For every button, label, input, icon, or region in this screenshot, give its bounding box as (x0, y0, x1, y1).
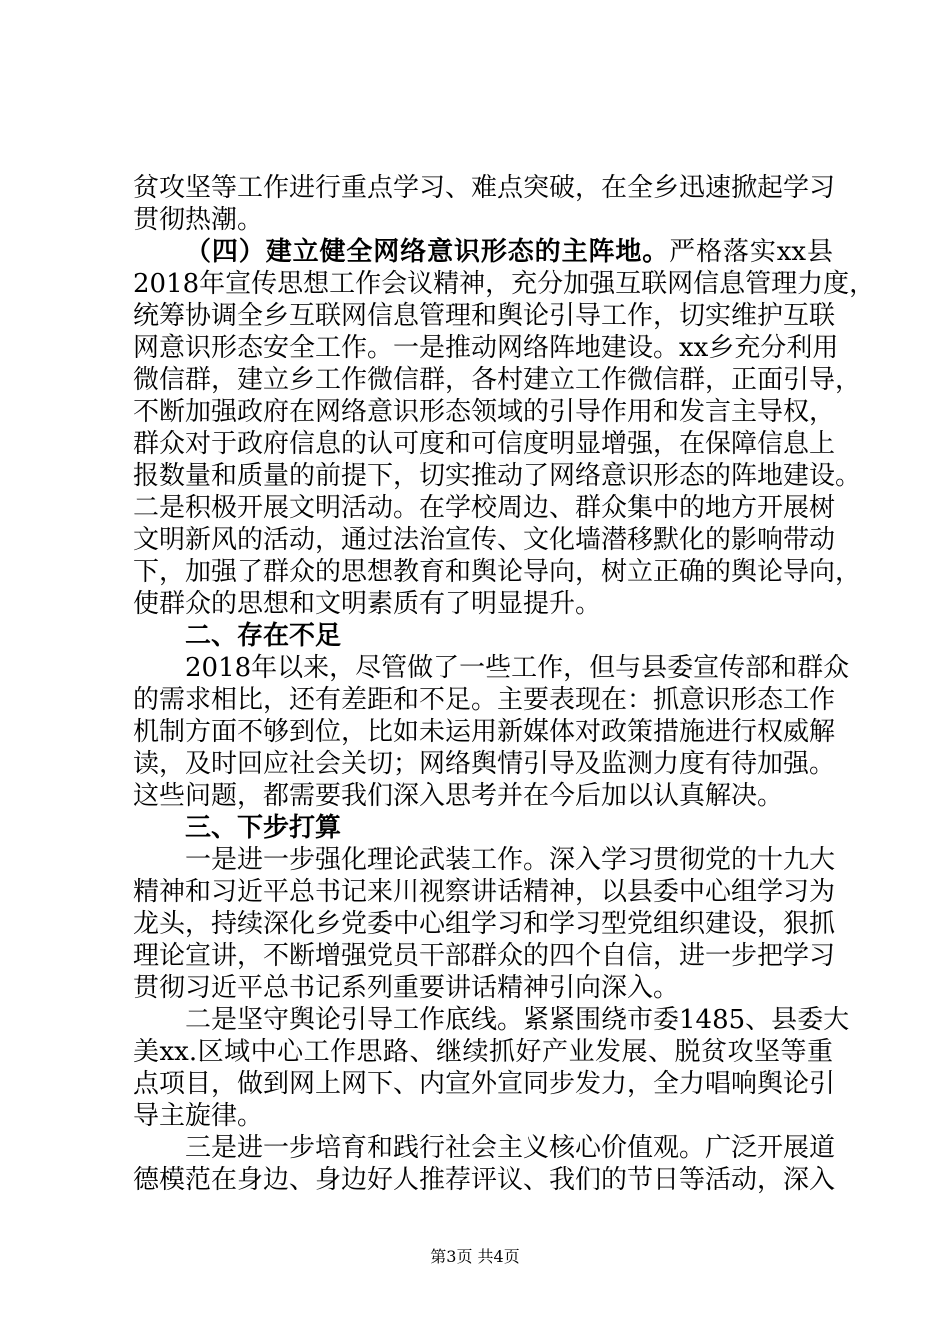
page-number-footer: 第3页 共4页 (430, 1247, 520, 1266)
text-span: 严格落实xx县 (669, 237, 833, 267)
text-line: 使群众的思想和文明素质有了明显提升。 (133, 589, 602, 619)
text-line: 贫攻坚等工作进行重点学习、难点突破，在全乡迅速掀起学习 (133, 173, 836, 203)
text-line: 精神和习近平总书记来川视察讲话精神，以县委中心组学习为 (133, 877, 836, 907)
text-line: 三是进一步培育和践行社会主义核心价值观。广泛开展道 (185, 1133, 836, 1163)
text-line: 群众对于政府信息的认可度和可信度明显增强，在保障信息上 (133, 429, 836, 459)
section-heading-4: （四）建立健全网络意识形态的主阵地。 (185, 237, 670, 267)
text-line: 美xx.区域中心工作思路、继续抓好产业发展、脱贫攻坚等重 (133, 1037, 833, 1067)
section-heading-3: 三、下步打算 (185, 813, 342, 843)
text-line (133, 236, 833, 268)
text-line: 龙头，持续深化乡党委中心组学习和学习型党组织建设，狠抓 (133, 909, 836, 939)
text-line: 的需求相比，还有差距和不足。主要表现在：抓意识形态工作 (133, 685, 836, 715)
text-line: 德模范在身边、身边好人推荐评议、我们的节日等活动，深入 (133, 1165, 836, 1195)
text-line: 二是坚守舆论引导工作底线。紧紧围绕市委1485、县委大 (185, 1005, 850, 1035)
section-heading-2: 二、存在不足 (185, 621, 342, 651)
text-line: 报数量和质量的前提下，切实推动了网络意识形态的阵地建设。 (133, 461, 862, 491)
text-line: 不断加强政府在网络意识形态领域的引导作用和发言主导权， (133, 397, 836, 427)
text-line: 理论宣讲，不断增强党员干部群众的四个自信，进一步把学习 (133, 941, 836, 971)
text-line: 2018年以来，尽管做了一些工作，但与县委宣传部和群众 (185, 653, 850, 683)
text-line: 贯彻习近平总书记系列重要讲话精神引向深入。 (133, 973, 680, 1003)
text-line: 2018年宣传思想工作会议精神，充分加强互联网信息管理力度， (133, 269, 876, 299)
text-line: 读，及时回应社会关切；网络舆情引导及监测力度有待加强。 (133, 749, 836, 779)
text-line: 贯彻热潮。 (133, 205, 264, 235)
text-line: 机制方面不够到位，比如未运用新媒体对政策措施进行权威解 (133, 717, 836, 747)
text-line: 网意识形态安全工作。一是推动网络阵地建设。xx乡充分利用 (133, 333, 839, 363)
text-line: 统筹协调全乡互联网信息管理和舆论引导工作，切实维护互联 (133, 301, 836, 331)
text-line: 这些问题，都需要我们深入思考并在今后加以认真解决。 (133, 781, 784, 811)
text-line: 文明新风的活动，通过法治宣传、文化墙潜移默化的影响带动 (133, 525, 836, 555)
text-line: 点项目，做到网上网下、内宣外宣同步发力，全力唱响舆论引 (133, 1069, 836, 1099)
text-line: 导主旋律。 (133, 1101, 264, 1131)
text-line: 二是积极开展文明活动。在学校周边、群众集中的地方开展树 (133, 493, 836, 523)
text-line: 微信群，建立乡工作微信群，各村建立工作微信群，正面引导， (133, 365, 862, 395)
text-line: 下，加强了群众的思想教育和舆论导向，树立正确的舆论导向， (133, 557, 862, 587)
text-line: 一是进一步强化理论武装工作。深入学习贯彻党的十九大 (185, 845, 836, 875)
document-body (133, 172, 876, 1196)
